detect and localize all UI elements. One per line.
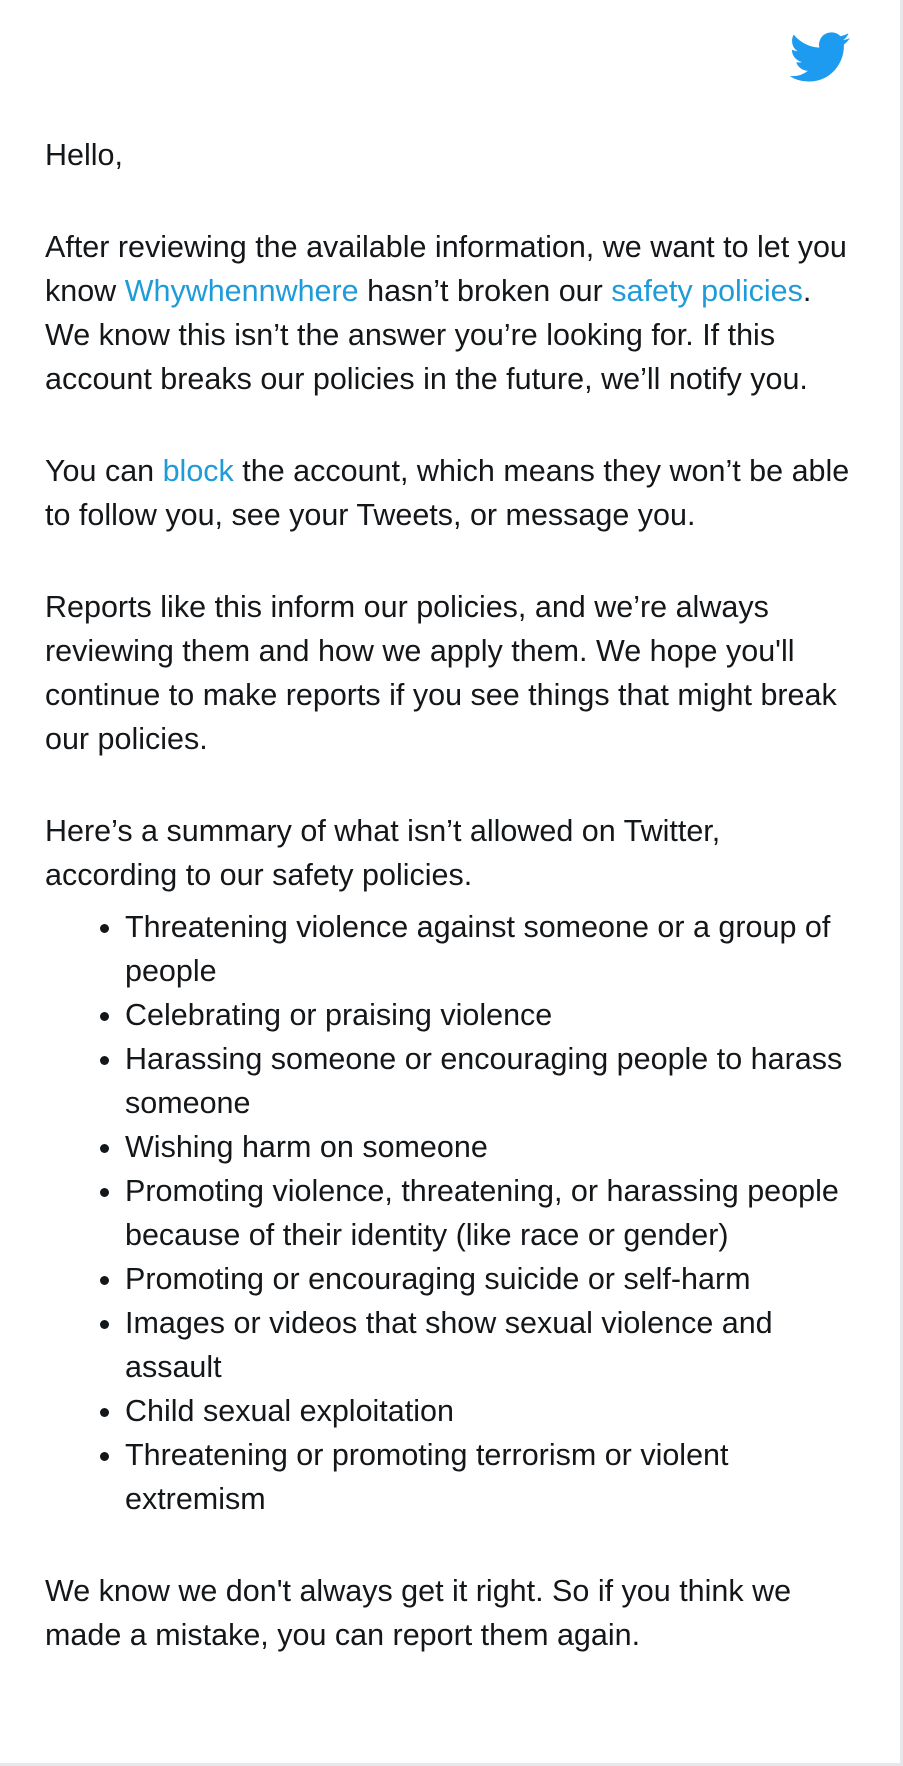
greeting: Hello, (45, 138, 123, 172)
list-item: Promoting or encouraging suicide or self-harm (125, 1257, 850, 1301)
safety-policies-link[interactable]: safety policies (611, 274, 803, 308)
list-item: Threatening or promoting terrorism or violent extremism (125, 1433, 850, 1521)
twitter-bird-icon (787, 30, 851, 84)
block-text-2: the account, which means they won’t be able to follow you, see your Tweets, or message you. (45, 454, 850, 532)
block-link[interactable]: block (162, 454, 234, 488)
review-result-paragraph (45, 225, 850, 401)
block-text-1: You can (45, 454, 163, 488)
list-item: Harassing someone or encouraging people to harass someone (125, 1037, 850, 1125)
list-item: Images or videos that show sexual violence and assault (125, 1301, 850, 1389)
list-item: Wishing harm on someone (125, 1125, 850, 1169)
list-item: Threatening violence against someone or a group of people (125, 905, 850, 993)
list-item: Child sexual exploitation (125, 1389, 850, 1433)
rules-list (45, 905, 850, 1521)
summary-intro: Here’s a summary of what isn’t allowed on Twitter, according to our safety policies. (45, 814, 721, 892)
reports-paragraph: Reports like this inform our policies, and we’re always reviewing them and how we apply them. We hope you'll continue to make reports if you see things that might break our policies. (45, 590, 837, 756)
closing-paragraph: We know we don't always get it right. So if you think we made a mistake, you can report them again. (45, 1574, 792, 1652)
reported-account-link[interactable]: Whywhennwhere (124, 274, 359, 308)
list-item: Celebrating or praising violence (125, 993, 850, 1037)
list-item: Promoting violence, threatening, or harassing people because of their identity (like race or gender) (125, 1169, 850, 1257)
review-text-1: After reviewing the available information, we want to let you know (45, 230, 847, 308)
review-text-3: . We know this isn’t the answer you’re looking for. If this account breaks our policies in the future, we’ll notify you. (45, 274, 812, 396)
review-text-2: hasn’t broken our (358, 274, 612, 308)
block-paragraph (45, 449, 850, 537)
email-body (45, 133, 850, 1657)
